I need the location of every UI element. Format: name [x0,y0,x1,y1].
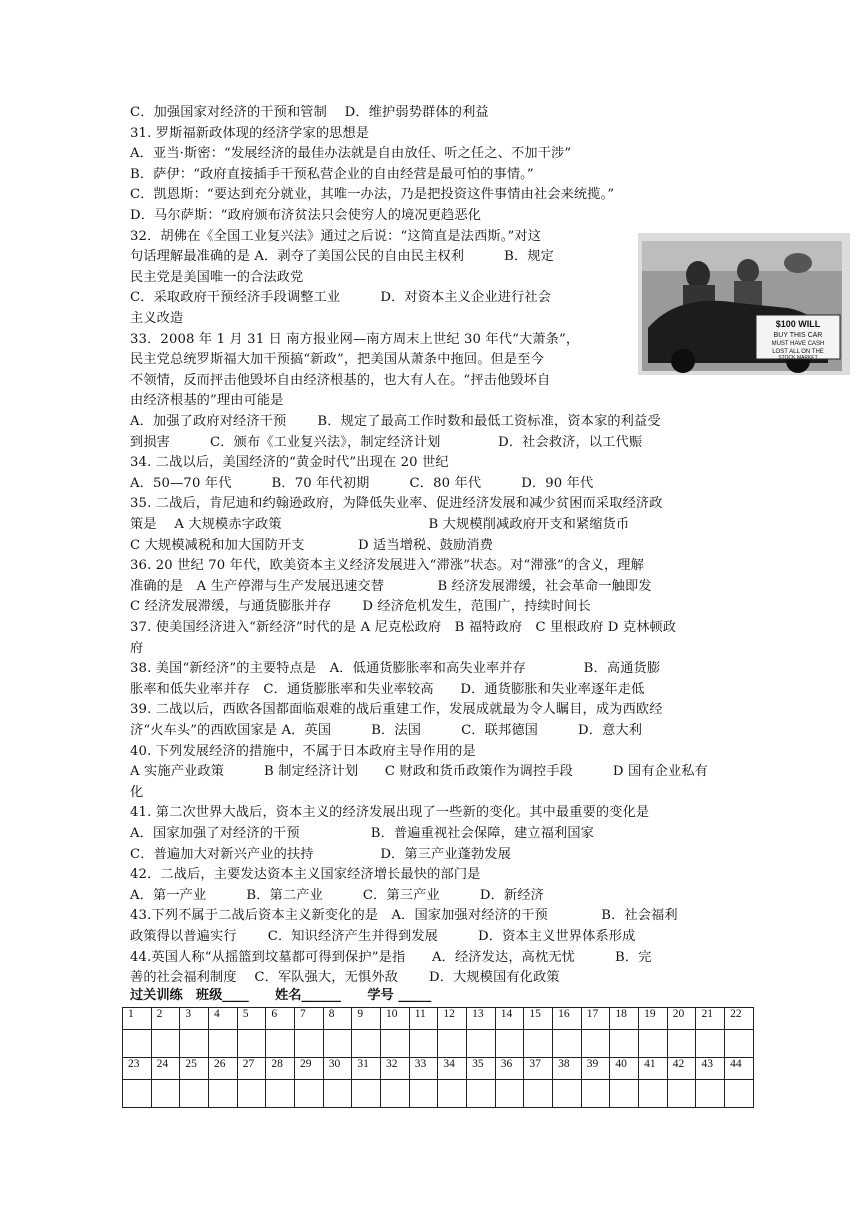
answer-input-cell[interactable] [151,1030,180,1058]
answer-input-cell[interactable] [467,1080,496,1108]
text-line: 胀率和低失业率并存 C．通货膨胀率和失业率较高 D．通货膨胀和失业率逐年走低 [130,681,645,697]
answer-number-cell: 36 [495,1058,524,1080]
text-line: 句话理解最准确的是 A．剥夺了美国公民的自由民主权利 B．规定 [130,249,554,265]
answer-number-cell: 17 [581,1008,610,1030]
answer-input-cell[interactable] [610,1030,639,1058]
answer-number-cell: 7 [295,1008,324,1030]
text-line: 36. 20 世纪 70 年代，欧美资本主义经济发展进入“滞涨”状态。对“滞涨”的含义，理解 [130,558,644,574]
answer-input-cell[interactable] [209,1030,238,1058]
svg-text:MUST HAVE CASH: MUST HAVE CASH [771,341,825,347]
text-line: 不领情，反而抨击他毁坏自由经济根基的，也大有人在。“抨击他毁坏自 [130,372,551,388]
answer-number-cell: 18 [610,1008,639,1030]
answer-number-cell: 8 [323,1008,352,1030]
text-line: 41. 第二次世界大战后，资本主义的经济发展出现了一些新的变化。其中最重要的变化是 [130,805,650,821]
text-line: 府 [130,640,144,656]
text-line: 42．二战后，主要发达资本主义国家经济增长最快的部门是 [130,867,481,883]
answer-input-cell[interactable] [266,1030,295,1058]
text-line: C．普遍加大对新兴产业的扶持 D．第三产业蓬勃发展 [130,846,512,862]
answer-input-cell[interactable] [180,1030,209,1058]
answer-number-cell: 26 [209,1058,238,1080]
answer-number-cell: 10 [381,1008,410,1030]
answer-input-cell[interactable] [237,1030,266,1058]
text-line: 40. 下列发展经济的措施中，不属于日本政府主导作用的是 [130,743,476,759]
answer-number-cell: 2 [151,1008,180,1030]
answer-number-cell: 40 [610,1058,639,1080]
svg-text:$100 WILL: $100 WILL [775,319,821,329]
text-line: 33．2008 年 1 月 31 日 南方报业网—南方周末上世纪 30 年代“大萧条”， [130,331,580,347]
answer-input-cell[interactable] [409,1030,438,1058]
answer-input-cell[interactable] [237,1080,266,1108]
answer-number-cell: 28 [266,1058,295,1080]
answer-number-cell: 24 [151,1058,180,1080]
text-line: 38. 美国“新经济”的主要特点是 A．低通货膨胀率和高失业率并存 B．高通货膨 [130,661,661,677]
answer-sheet-header: 过关训练 班级____ 姓名______ 学号 _____ [130,988,432,1003]
answer-number-cell: 14 [495,1008,524,1030]
answer-input-cell[interactable] [495,1030,524,1058]
answer-input-cell[interactable] [553,1080,582,1108]
answer-input-cell[interactable] [323,1080,352,1108]
answer-input-cell[interactable] [667,1030,696,1058]
text-line: 善的社会福利制度 C．军队强大，无惧外敌 D．大规模国有化政策 [130,970,560,986]
text-line: C 大规模减税和加大国防开支 D 适当增税、鼓励消费 [130,537,494,553]
answer-number-cell: 16 [553,1008,582,1030]
answer-number-cell: 34 [438,1058,467,1080]
answer-number-cell: 38 [553,1058,582,1080]
answer-input-cell[interactable] [639,1080,668,1108]
text-line: 由经济根基的”理由可能是 [130,393,284,409]
answer-number-cell: 15 [524,1008,553,1030]
answer-number-cell: 19 [639,1008,668,1030]
answer-input-cell[interactable] [438,1080,467,1108]
text-line: 44.英国人称“从摇篮到坟墓都可得到保护”是指 A．经济发达，高枕无忧 B．完 [130,949,652,965]
answer-number-cell: 43 [696,1058,725,1080]
answer-number-cell: 35 [467,1058,496,1080]
answer-number-cell: 29 [295,1058,324,1080]
historical-photo [638,233,850,375]
text-line: C．凯恩斯：“要达到充分就业，其唯一办法，乃是把投资这件事情由社会来统揽。” [130,187,615,203]
answer-number-cell: 21 [696,1008,725,1030]
text-line: C 经济发展滞缓，与通货膨胀并存 D 经济危机发生，范围广，持续时间长 [130,599,591,615]
answer-input-cell[interactable] [581,1080,610,1108]
text-line: 化 [130,784,144,800]
text-line: 43.下列不属于二战后资本主义新变化的是 A．国家加强对经济的干预 B．社会福利 [130,908,678,924]
answer-input-cell[interactable] [696,1080,725,1108]
answer-input-cell[interactable] [123,1080,152,1108]
answer-number-cell: 11 [409,1008,438,1030]
answer-input-cell[interactable] [696,1030,725,1058]
text-line: A 实施产业政策 B 制定经济计划 C 财政和货币政策作为调控手段 D 国有企业私有 [130,764,709,780]
answer-input-cell[interactable] [352,1030,381,1058]
answer-input-cell[interactable] [725,1030,754,1058]
answer-input-cell[interactable] [610,1080,639,1108]
answer-number-cell: 39 [581,1058,610,1080]
text-line: B．萨伊：“政府直接插手干预私营企业的自由经营是最可怕的事情。” [130,166,534,182]
answer-input-cell[interactable] [323,1030,352,1058]
answer-grid-blank-row [123,1030,754,1058]
answer-number-cell: 32 [381,1058,410,1080]
photo-illustration [638,233,850,375]
answer-grid-number-row [123,1008,754,1030]
text-line: 策是 A 大规模赤字政策 B 大规模削减政府开支和紧缩货币 [130,517,630,532]
answer-number-cell: 13 [467,1008,496,1030]
text-line: 35. 二战后，肯尼迪和约翰逊政府，为降低失业率、促进经济发展和减少贫困而采取经济政 [130,496,663,512]
answer-input-cell[interactable] [295,1080,324,1108]
text-line: A．国家加强了对经济的干预 B．普遍重视社会保障，建立福利国家 [130,826,594,841]
answer-number-cell: 3 [180,1008,209,1030]
answer-number-cell: 33 [409,1058,438,1080]
answer-number-cell: 30 [323,1058,352,1080]
text-line: 37. 使美国经济进入“新经济”时代的是 A 尼克松政府 B 福特政府 C 里根政府 D 克林顿政 [130,620,677,635]
answer-input-cell[interactable] [553,1030,582,1058]
answer-input-cell[interactable] [180,1080,209,1108]
text-line: 到损害 C．颁布《工业复兴法》，制定经济计划 D．社会救济，以工代赈 [130,434,643,450]
answer-input-cell[interactable] [409,1080,438,1108]
answer-number-cell: 9 [352,1008,381,1030]
answer-number-cell: 23 [123,1058,152,1080]
svg-text:LOST ALL ON THE: LOST ALL ON THE [772,349,824,355]
answer-number-cell: 1 [123,1008,152,1030]
answer-grid-number-row [123,1058,754,1080]
answer-number-cell: 12 [438,1008,467,1030]
text-line: 民主党是美国唯一的合法政党 [130,269,304,285]
answer-input-cell[interactable] [381,1080,410,1108]
answer-input-cell[interactable] [209,1080,238,1108]
text-line: 39. 二战以后，西欧各国都面临艰难的战后重建工作，发展成就最为令人瞩目，成为西欧经 [130,702,663,718]
answer-number-cell: 37 [524,1058,553,1080]
text-line: A．50—70 年代 B．70 年代初期 C．80 年代 D．90 年代 [130,475,594,491]
answer-input-cell[interactable] [352,1080,381,1108]
answer-number-cell: 31 [352,1058,381,1080]
text-line: 民主党总统罗斯福大加干预搞“新政”，把美国从萧条中拖回。但是至今 [130,352,544,368]
answer-number-cell: 44 [725,1058,754,1080]
answer-number-cell: 6 [266,1008,295,1030]
answer-input-cell[interactable] [524,1030,553,1058]
svg-text:BUY THIS CAR: BUY THIS CAR [773,332,823,339]
text-line: 31. 罗斯福新政体现的经济学家的思想是 [130,125,370,141]
answer-input-cell[interactable] [123,1030,152,1058]
text-line: 济“火车头”的西欧国家是 A．英国 B．法国 C．联邦德国 D．意大利 [130,723,643,738]
answer-input-cell[interactable] [725,1080,754,1108]
answer-number-cell: 41 [639,1058,668,1080]
answer-number-cell: 25 [180,1058,209,1080]
answer-input-cell[interactable] [438,1030,467,1058]
text-line: 主义改造 [130,311,184,326]
text-line: D．马尔萨斯：“政府颁布济贫法只会使穷人的境况更趋恶化 [130,208,482,223]
answer-input-cell[interactable] [639,1030,668,1058]
text-line: A．亚当·斯密：“发展经济的最佳办法就是自由放任、听之任之、不加干涉” [130,146,572,162]
answer-input-cell[interactable] [667,1080,696,1108]
answer-input-cell[interactable] [295,1030,324,1058]
answer-input-cell[interactable] [151,1080,180,1108]
answer-input-cell[interactable] [524,1080,553,1108]
answer-number-cell: 5 [237,1008,266,1030]
text-line: 准确的是 A 生产停滞与生产发展迅速交替 B 经济发展滞缓，社会革命一触即发 [130,578,652,594]
text-line: C．采取政府干预经济手段调整工业 D．对资本主义企业进行社会 [130,290,552,306]
text-line: A．加强了政府对经济干预 B．规定了最高工作时数和最低工资标准，资本家的利益受 [130,414,661,429]
answer-input-cell[interactable] [467,1030,496,1058]
text-line: 政策得以普遍实行 C．知识经济产生并得到发展 D．资本主义世界体系形成 [130,929,636,944]
answer-grid [122,1007,754,1108]
answer-number-cell: 20 [667,1008,696,1030]
answer-grid-blank-row [123,1080,754,1108]
text-line: C．加强国家对经济的干预和管制 D．维护弱势群体的利益 [130,105,489,120]
answer-number-cell: 4 [209,1008,238,1030]
answer-input-cell[interactable] [381,1030,410,1058]
text-line: 32．胡佛在《全国工业复兴法》通过之后说：“这简直是法西斯。”对这 [130,228,542,244]
answer-input-cell[interactable] [495,1080,524,1108]
text-line: A．第一产业 B．第二产业 C．第三产业 D．新经济 [130,887,544,903]
svg-text:STOCK MARKET: STOCK MARKET [778,355,818,361]
answer-input-cell[interactable] [266,1080,295,1108]
answer-number-cell: 42 [667,1058,696,1080]
answer-number-cell: 22 [725,1008,754,1030]
answer-number-cell: 27 [237,1058,266,1080]
answer-input-cell[interactable] [581,1030,610,1058]
text-line: 34. 二战以后，美国经济的“黄金时代”出现在 20 世纪 [130,455,449,471]
